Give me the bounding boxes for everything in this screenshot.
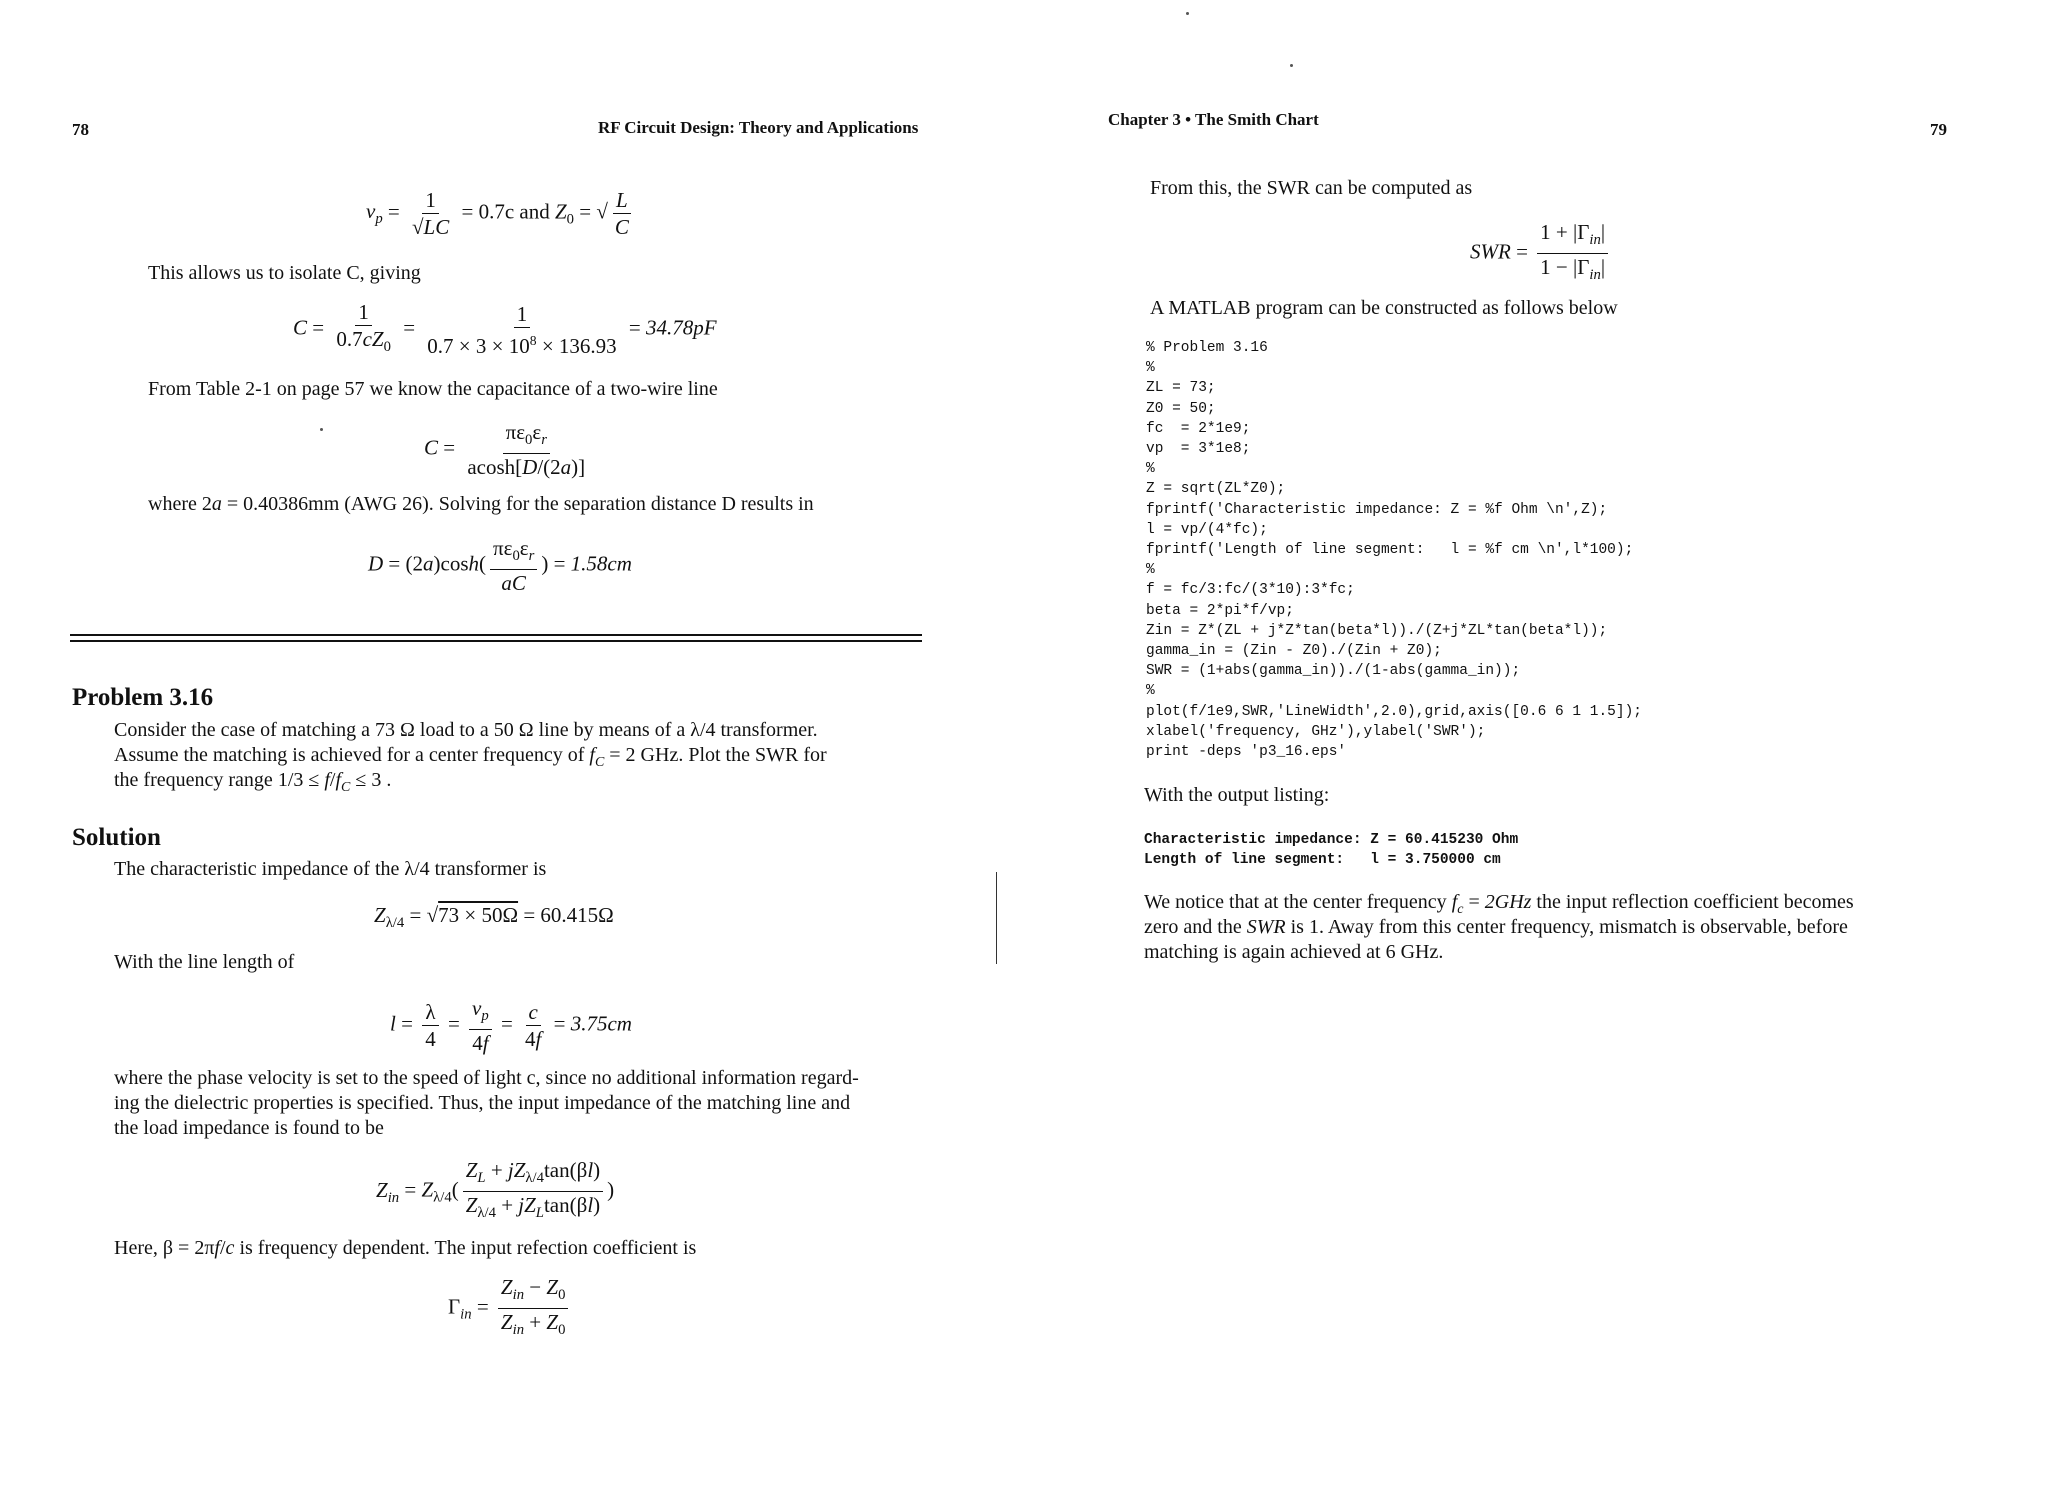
where-text: where 2a = 0.40386mm (AWG 26). Solving for the separation distance D results in xyxy=(148,493,814,515)
binding-gutter-line xyxy=(996,872,997,964)
running-head-left: RF Circuit Design: Theory and Applications xyxy=(598,118,919,137)
two-a-value: 0.40386mm xyxy=(243,493,340,515)
intro-text: This allows us to isolate C, giving xyxy=(148,262,421,284)
c-result: 34.78pF xyxy=(646,315,717,340)
c-denominator-end: × 136.93 xyxy=(541,333,617,358)
separator-rule-bottom xyxy=(70,640,922,642)
solution-text: The characteristic impedance of the λ/4 transformer is xyxy=(114,858,547,880)
problem-text-2: Assume the matching is achieved for a center frequency of $f_C = 2$ GHz. Plot the SWR for xyxy=(114,744,827,770)
vp-factor: 0.7c xyxy=(478,199,515,224)
center-freq: 2GHz xyxy=(1484,891,1532,913)
swr-intro: From this, the SWR can be computed as xyxy=(1150,177,1473,199)
phase-text-3: the load impedance is found to be xyxy=(114,1117,384,1139)
separator-rule-top xyxy=(70,634,922,636)
equation-vp-z0: $v_p$ = $\frac{1}{√LC}$ = 0.7c and $Z_0$ = √ $\frac{L}{C}$ xyxy=(366,188,629,239)
conclusion-1b: the input reflection coefficient becomes xyxy=(1536,891,1854,913)
phase-text-1: where the phase velocity is set to the speed of light c, since no additional information regard- xyxy=(114,1067,859,1089)
running-head-right: Chapter 3 • The Smith Chart xyxy=(1108,110,1319,129)
conclusion-2b: is 1. Away from this center frequency, mismatch is observable, before xyxy=(1290,916,1848,938)
beta-prefix: Here, xyxy=(114,1237,158,1259)
conclusion-line-1: We notice that at the center frequency $f_c = 2GHz$ the input reflection coefficient becomes xyxy=(1144,891,1854,917)
equation-capacitance: C = $\frac{1}{0.7cZ_0}$ = $\frac{1}{0.7 \times 3 \times 10^8 \times 136.93}$ = 34.78pF xyxy=(293,300,717,358)
solution-title: Solution xyxy=(72,824,161,851)
z-sqrt: 73 × 50Ω xyxy=(438,903,519,927)
line-length-text: With the line length of xyxy=(114,951,295,973)
swr-symbol: SWR xyxy=(1246,916,1286,938)
c-exponent: 8 xyxy=(529,332,537,348)
conclusion-2a: zero and the xyxy=(1144,916,1242,938)
scan-speck xyxy=(1290,64,1293,67)
equation-reflection-coefficient: $\Gamma_{in}$ = $\frac{Z_{in} - Z_0}{Z_{in} + Z_0}$ xyxy=(448,1275,572,1342)
scan-speck xyxy=(1186,12,1189,15)
where-prefix: where xyxy=(148,493,197,515)
equation-quarter-impedance: $Z_{\lambda/4} = √73 \times 50\Omega = 60.415\Omega$ xyxy=(374,903,614,932)
table-text: From Table 2-1 on page 57 we know the capacitance of a two-wire line xyxy=(148,378,718,400)
scan-speck xyxy=(320,428,323,431)
output-intro: With the output listing: xyxy=(1144,784,1330,806)
conclusion-1a: We notice that at the center frequency xyxy=(1144,891,1447,913)
c-denominator: 0.7 × 3 × 10 xyxy=(427,333,530,358)
where-suffix: (AWG 26). Solving for the separation distance D results in xyxy=(344,493,814,515)
equation-line-length: l = $\frac{\lambda}{4}$ = $\frac{v_p}{4f}$ = $\frac{c}{4f}$ = 3.75cm xyxy=(390,996,632,1056)
matlab-intro: A MATLAB program can be constructed as follows below xyxy=(1150,297,1618,319)
z-quarter: 60.415Ω xyxy=(540,903,614,927)
left-page xyxy=(0,0,1000,1504)
problem-text-2a: Assume the matching is achieved for a center frequency of xyxy=(114,744,585,766)
problem-text-3: the frequency range $1/3 \le f/f_C \le 3$ . xyxy=(114,769,392,795)
conclusion-line-2 xyxy=(1144,915,1848,940)
problem-text-3a: the frequency range xyxy=(114,769,273,791)
equation-separation: D = (2a)cosh( $\frac{\pi\varepsilon_0\varepsilon_r}{aC}$ ) = 1.58cm xyxy=(368,536,632,596)
equation-swr: SWR = $\frac{1 + |\Gamma_{in}|}{1 - |\Gamma_{in}|}$ xyxy=(1470,220,1612,287)
matlab-code-listing: % Problem 3.16 % ZL = 73; Z0 = 50; fc = 2*1e9; vp = 3*1e8; % Z = sqrt(ZL*Z0); fprintf('Characteristic impedance: Z = %f Ohm \n',Z); l = vp/(4*fc); fprintf('Length of line segment: l = %f cm \n',l*100); % f = fc/3:fc/(3*10):3*fc; beta = 2*pi*f/vp; Zin = Z*(ZL + j*Z*tan(beta*l))./(Z+j*ZL*tan(beta*l)); gamma_in = (Zin - Z0)./(Zin + Z0); SWR = (1+abs(gamma_in))./(1-abs(gamma_in)); % plot(f/1e9,SWR,'LineWidth',2.0),grid,axis([0.6 6 1 1.5]); xlabel('frequency, GHz'),ylabel('SWR'); print -deps 'p3_16.eps' xyxy=(1146,340,1642,761)
problem-title: Problem 3.16 xyxy=(72,684,214,711)
problem-text-1: Consider the case of matching a 73 Ω load to a 50 Ω line by means of a λ/4 transformer. xyxy=(114,719,818,741)
output-listing: Characteristic impedance: Z = 60.415230 Ohm Length of line segment: l = 3.750000 cm xyxy=(1144,832,1519,869)
d-result: 1.58cm xyxy=(570,551,632,576)
equation-two-wire: C = $\frac{\pi\varepsilon_0\varepsilon_r}{acosh[D/(2a)]}$ xyxy=(424,420,586,480)
problem-text-2b: = 2 GHz. Plot the SWR for xyxy=(609,744,827,766)
l-result: 3.75cm xyxy=(570,1011,632,1036)
right-page xyxy=(1000,0,2048,1504)
conclusion-line-3: matching is again achieved at 6 GHz. xyxy=(1144,941,1444,963)
beta-suffix: is frequency dependent. The input refection coefficient is xyxy=(239,1237,697,1259)
equation-input-impedance: $Z_{in} = Z_{\lambda/4}$( $\frac{Z_L + jZ_{\lambda/4}\tan(\beta l)}{Z_{\lambda/4} + jZ_L\tan(\beta l)}$ ) xyxy=(376,1158,615,1222)
page-number-left: 78 xyxy=(72,120,89,139)
page-number-right: 79 xyxy=(1930,120,1947,139)
phase-text-2: ing the dielectric properties is specified. Thus, the input impedance of the matching line and xyxy=(114,1092,851,1114)
beta-text: Here, β = 2πf/c is frequency dependent. The input refection coefficient is xyxy=(114,1237,697,1259)
